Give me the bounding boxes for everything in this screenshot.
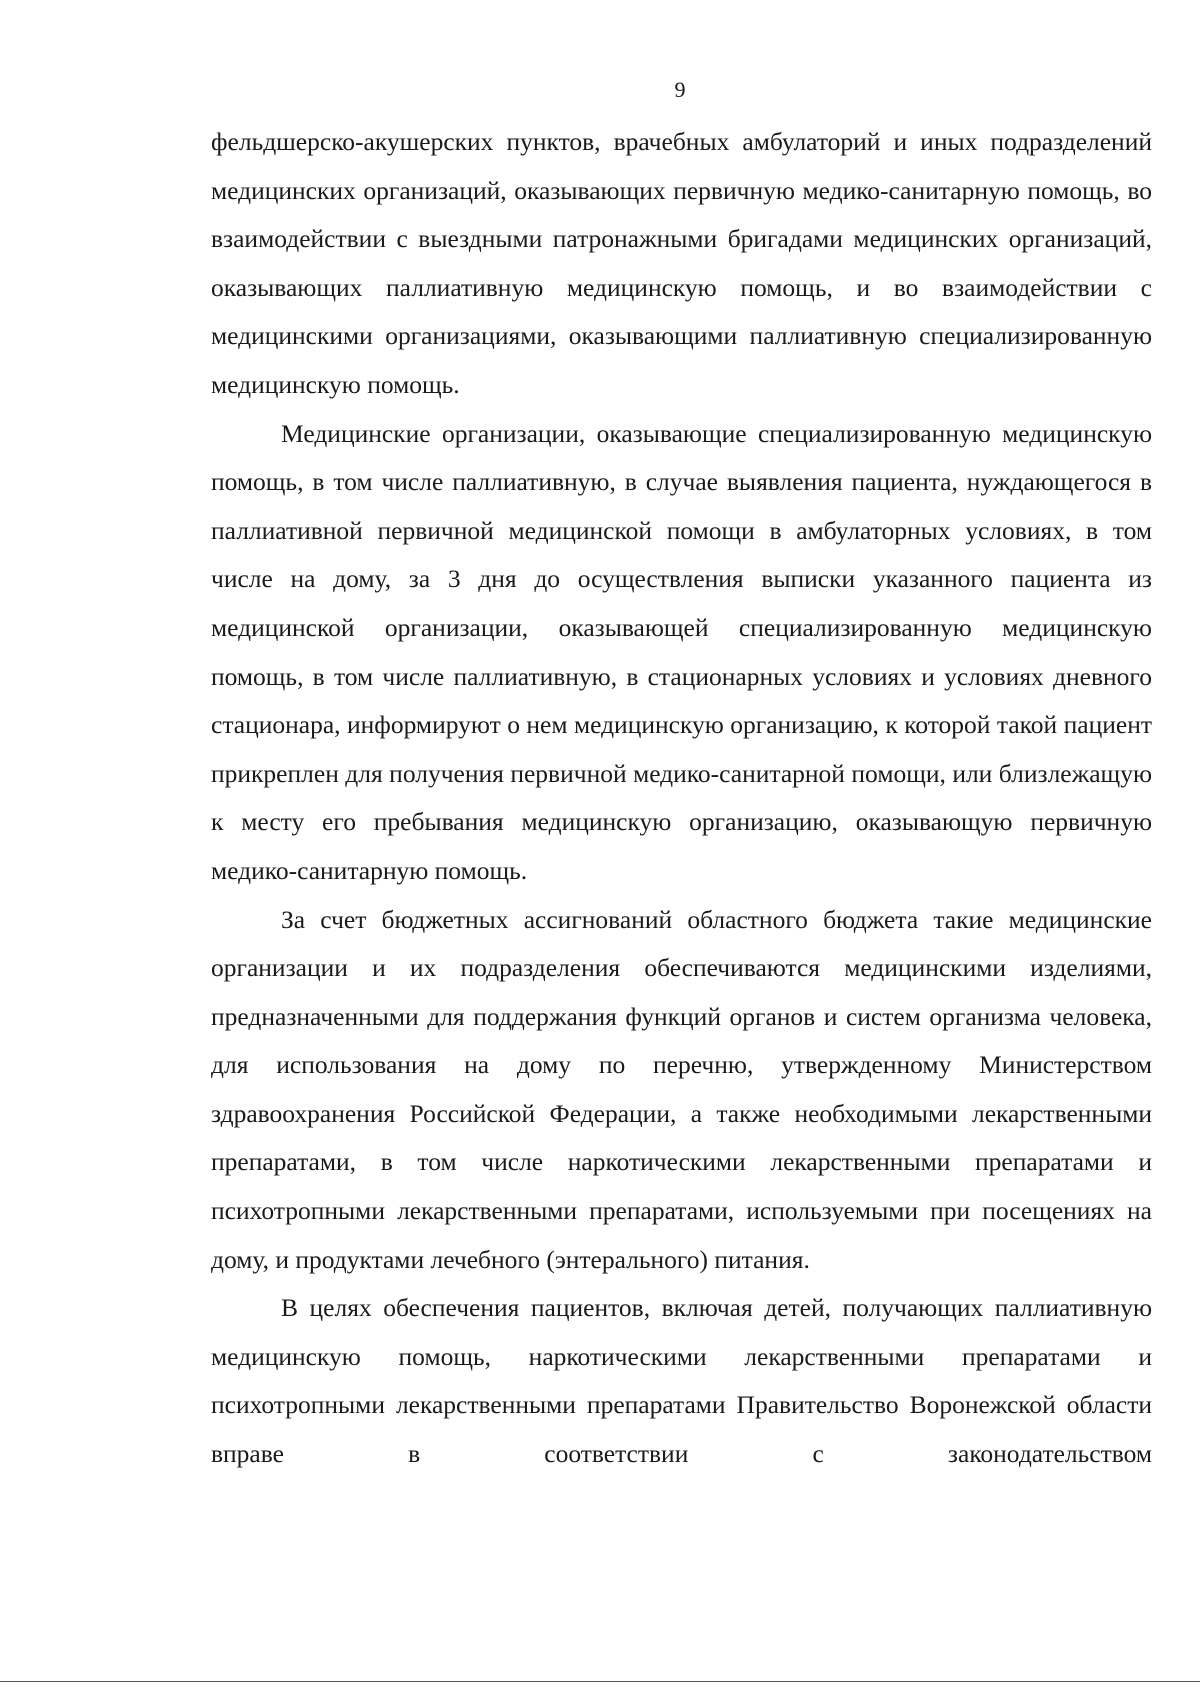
paragraph-medical-organizations: Медицинские организации, оказывающие специализированную медицинскую помощь, в том числе паллиативную, в случае выявления пациента, нуждающегося в паллиативной первичной медицинской помощи в амбулаторных условиях, в том числе на дому, за 3 дня до осуществления выписки указанного пациента из медицинской организации, оказывающей специализированную медицинскую помощь, в том числе паллиативную, в стационарных условиях и условиях дневного стационара, информируют о нем медицинскую организацию, к которой такой пациент прикреплен для получения первичной медико-санитарной помощи, или близлежащую к месту его пребывания медицинскую организацию, оказывающую первичную медико-санитарную помощь. — [211, 418, 1152, 885]
page-number: 9 — [674, 77, 686, 102]
paragraph-budget-funding: За счет бюджетных ассигнований областного бюджета такие медицинские организации и их подразделения обеспечиваются медицинскими изделиями, предназначенными для поддержания функций органов и систем организма человека, для использования на дому по перечню, утвержденному Министерством здравоохранения Российской Федерации, а также необходимыми лекарственными препаратами, в том числе наркотическими лекарственными препаратами и психотропными лекарственными препаратами, используемыми при посещениях на дому, и продуктами лечебного (энтерального) питания. — [211, 904, 1152, 1274]
paragraph-narcotic-provision: В целях обеспечения пациентов, включая детей, получающих паллиативную медицинскую помощь, наркотическими лекарственными препаратами и психотропными лекарственными препаратами Правительство Воронежской области вправе в соответствии с законодательством — [211, 1293, 1152, 1469]
page-bottom-rule — [0, 1681, 1200, 1682]
document-body — [211, 118, 1152, 1479]
paragraph-continuation: фельдшерско-акушерских пунктов, врачебных амбулаторий и иных подразделений медицинских организаций, оказывающих первичную медико-санитарную помощь, во взаимодействии с выездными патронажными бригадами медицинских организаций, оказывающих паллиативную медицинскую помощь, и во взаимодействии с медицинскими организациями, оказывающими паллиативную специализированную медицинскую помощь. — [211, 127, 1152, 399]
